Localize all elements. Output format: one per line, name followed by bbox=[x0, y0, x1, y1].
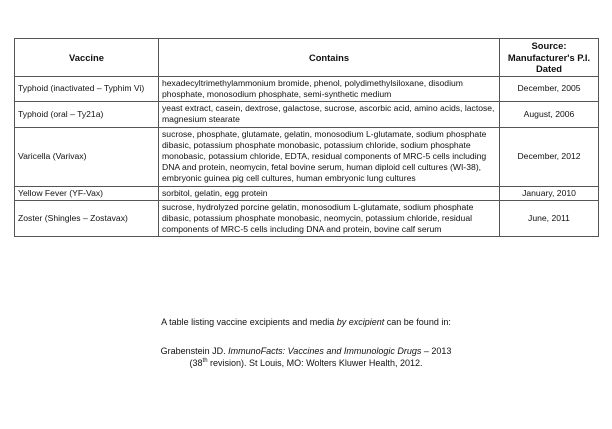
table-row bbox=[15, 200, 599, 237]
contains-cell: sorbitol, gelatin, egg protein bbox=[159, 186, 500, 200]
contains-cell: yeast extract, casein, dextrose, galactose, sucrose, ascorbic acid, amino acids, lactose, magnesium stearate bbox=[159, 102, 500, 127]
note-text: A table listing vaccine excipients and media bbox=[161, 317, 337, 327]
header-source: Source: Manufacturer's P.I. Dated bbox=[500, 39, 599, 77]
citation-author: Grabenstein JD. bbox=[160, 346, 229, 356]
citation-revision-open: (38 bbox=[189, 358, 203, 368]
vaccine-name-cell: Yellow Fever (YF-Vax) bbox=[15, 186, 159, 200]
table-row bbox=[15, 127, 599, 186]
table-header-row bbox=[15, 39, 599, 77]
header-contains: Contains bbox=[159, 39, 500, 77]
citation-publisher: revision). St Louis, MO: Wolters Kluwer Health, 2012. bbox=[207, 358, 423, 368]
contains-cell: sucrose, hydrolyzed porcine gelatin, monosodium L-glutamate, sodium phosphate dibasic, potassium phosphate monobasic, neomycin, potassium chloride, residual components of MRC-5 cells including DNA and protein, bovine calf serum bbox=[159, 200, 500, 237]
table-row bbox=[15, 102, 599, 127]
header-vaccine: Vaccine bbox=[15, 39, 159, 77]
citation bbox=[0, 345, 612, 369]
vaccine-name-cell: Typhoid (inactivated – Typhim Vi) bbox=[15, 76, 159, 101]
table-row bbox=[15, 76, 599, 101]
contains-cell: hexadecyltrimethylammonium bromide, phenol, polydimethylsiloxane, disodium phosphate, monosodium phosphate, semi-synthetic medium bbox=[159, 76, 500, 101]
vaccine-name-cell: Typhoid (oral – Ty21a) bbox=[15, 102, 159, 127]
citation-line-1 bbox=[0, 345, 612, 357]
citation-title: ImmunoFacts: Vaccines and Immunologic Drugs bbox=[228, 346, 422, 356]
note-text-end: can be found in: bbox=[384, 317, 451, 327]
pi-date-cell: August, 2006 bbox=[500, 102, 599, 127]
citation-year: – 2013 bbox=[421, 346, 452, 356]
citation-line-2 bbox=[0, 357, 612, 369]
pi-date-cell: June, 2011 bbox=[500, 200, 599, 237]
contains-cell: sucrose, phosphate, glutamate, gelatin, monosodium L-glutamate, sodium phosphate dibasic, potassium phosphate monobasic, potassium chloride, sodium phosphate monobasic, potassium chloride, EDTA, residual components of MRC-5 cells including DNA and protein, neomycin, fetal bovine serum, human diploid cell cultures (WI-38), embryonic guinea pig cell cultures, human embryonic lung cultures bbox=[159, 127, 500, 186]
vaccine-name-cell: Zoster (Shingles – Zostavax) bbox=[15, 200, 159, 237]
excipient-note bbox=[0, 316, 612, 328]
citation-revision-sup: th bbox=[202, 358, 208, 364]
vaccine-name-cell: Varicella (Varivax) bbox=[15, 127, 159, 186]
vaccine-excipient-table bbox=[14, 38, 599, 237]
note-emphasis: by excipient bbox=[336, 317, 385, 327]
table-row bbox=[15, 186, 599, 200]
pi-date-cell: December, 2012 bbox=[500, 127, 599, 186]
pi-date-cell: January, 2010 bbox=[500, 186, 599, 200]
pi-date-cell: December, 2005 bbox=[500, 76, 599, 101]
